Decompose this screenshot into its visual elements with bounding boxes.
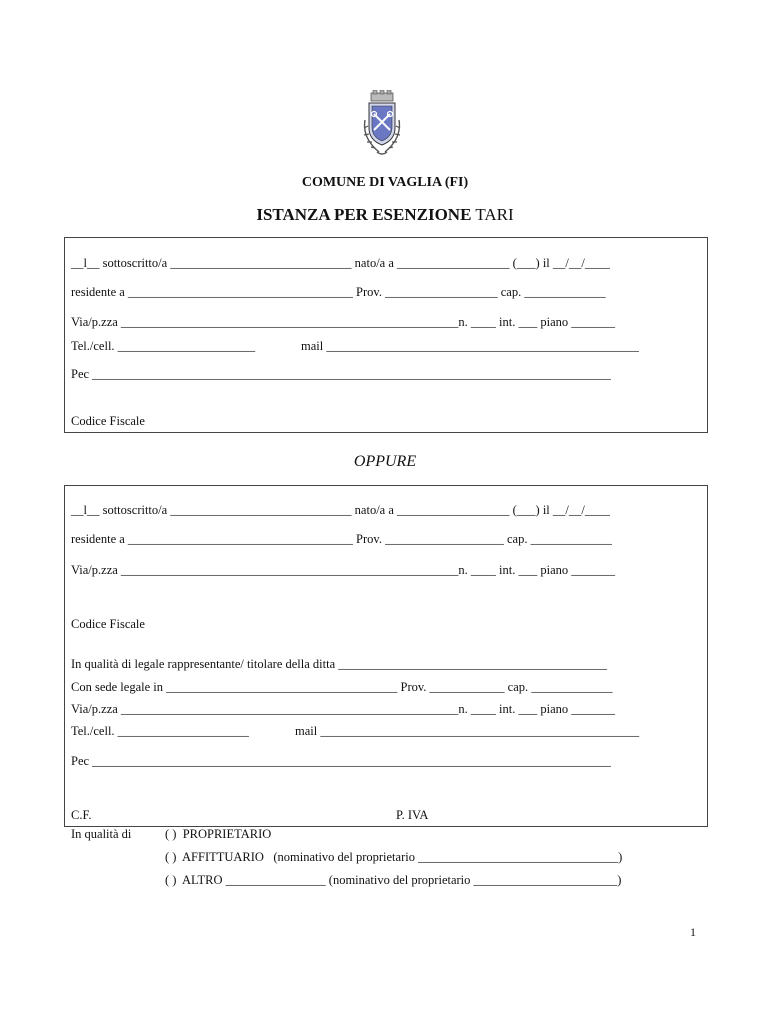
s2-via-sede-line[interactable]: Via/p.zza ______________________________________________________n. ____ int. ___ piano _______ <box>71 702 616 716</box>
s2-mail-line[interactable]: mail ___________________________________________________ <box>295 724 640 738</box>
option-altro[interactable]: ( ) ALTRO ________________ (nominativo del proprietario _______________________) <box>165 873 622 887</box>
option-proprietario[interactable]: ( ) PROPRIETARIO <box>165 827 272 841</box>
s2-residente-line[interactable]: residente a ____________________________________ Prov. ___________________ cap. _____________ <box>71 532 612 546</box>
document-title-rest: TARI <box>471 205 514 224</box>
s1-mail-line[interactable]: mail __________________________________________________ <box>301 339 639 353</box>
s1-pec-line[interactable]: Pec ___________________________________________________________________________________ <box>71 367 611 381</box>
s2-qualita-ditta-line[interactable]: In qualità di legale rappresentante/ titolare della ditta ___________________________________________ <box>71 657 607 671</box>
s2-tel-line[interactable]: Tel./cell. _____________________ <box>71 724 249 738</box>
s1-codice-fiscale-label: Codice Fiscale <box>71 414 145 428</box>
s2-pec-line[interactable]: Pec ___________________________________________________________________________________ <box>71 754 611 768</box>
comune-title: COMUNE DI VAGLIA (FI) <box>301 175 469 190</box>
page-number: 1 <box>690 925 696 939</box>
s1-residente-line[interactable]: residente a ____________________________________ Prov. __________________ cap. _____________ <box>71 285 606 299</box>
document-title-bold: ISTANZA PER ESENZIONE <box>256 205 472 224</box>
oppure-separator: OPPURE <box>353 453 417 470</box>
document-title <box>0 205 770 225</box>
s2-piva-label: P. IVA <box>396 808 429 822</box>
option-affittuario[interactable]: ( ) AFFITTUARIO (nominativo del proprietario ________________________________) <box>165 850 623 864</box>
s2-cf-label: C.F. <box>71 808 92 822</box>
coat-of-arms-logo <box>357 90 407 160</box>
s2-sede-legale-line[interactable]: Con sede legale in _____________________________________ Prov. ____________ cap. _____________ <box>71 680 613 694</box>
s2-via-line[interactable]: Via/p.zza ______________________________________________________n. ____ int. ___ piano _______ <box>71 563 616 577</box>
qualita-di-label: In qualità di <box>71 827 132 841</box>
s1-via-line[interactable]: Via/p.zza ______________________________________________________n. ____ int. ___ piano _______ <box>71 315 616 329</box>
s2-sottoscritto-line[interactable]: __l__ sottoscritto/a _____________________________ nato/a a __________________ (___) il __/__/____ <box>71 503 610 517</box>
s2-codice-fiscale-label: Codice Fiscale <box>71 617 145 631</box>
s1-tel-line[interactable]: Tel./cell. ______________________ <box>71 339 256 353</box>
s1-sottoscritto-line[interactable]: __l__ sottoscritto/a _____________________________ nato/a a __________________ (___) il __/__/____ <box>71 256 610 270</box>
